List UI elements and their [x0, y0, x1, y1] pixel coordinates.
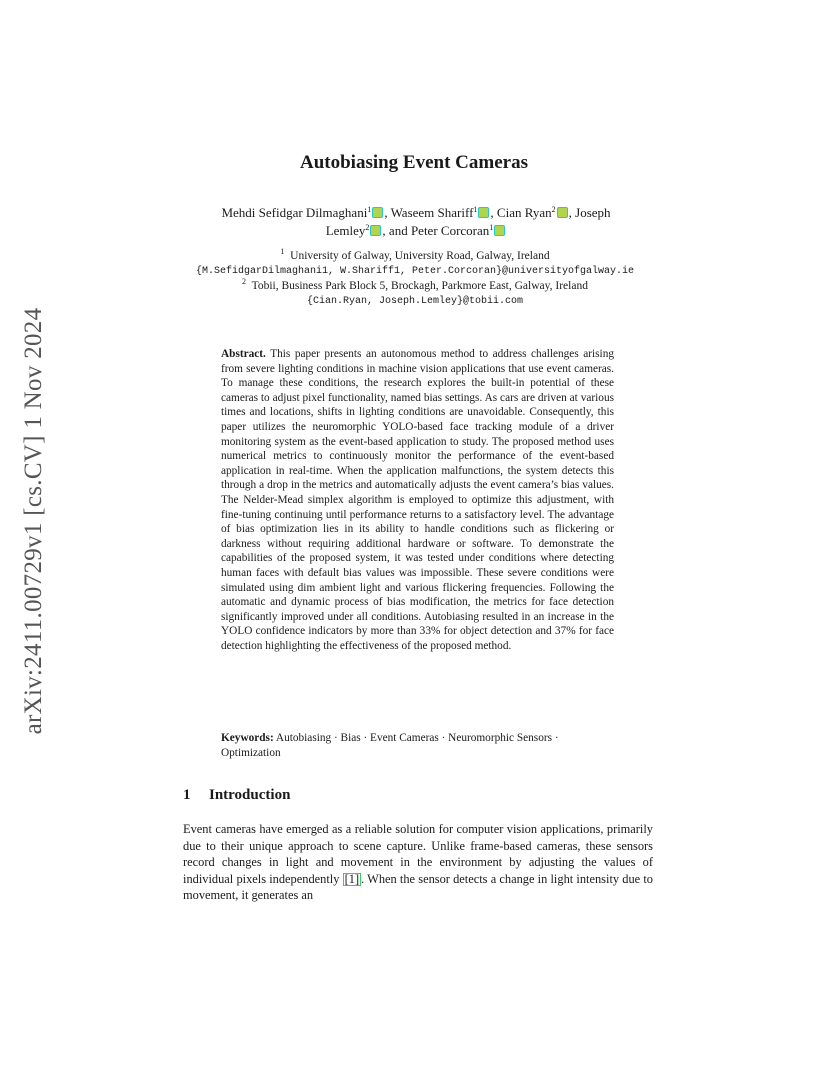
paragraph-text: . When the sensor detects a change in light intensity due to movement, it generates an	[183, 871, 653, 903]
affiliation-mark: 1	[473, 205, 478, 214]
keywords-label: Keywords:	[221, 732, 274, 744]
author-name: , Cian Ryan	[490, 205, 552, 220]
affiliation-text: University of Galway, University Road, Galway, Ireland	[290, 250, 550, 262]
affiliation-email[interactable]: {M.SefidgarDilmaghani1, W.Shariff1, Peter.Corcoran}@universityofgalway.ie	[195, 266, 635, 277]
affiliation-email[interactable]: {Cian.Ryan, Joseph.Lemley}@tobii.com	[306, 296, 524, 307]
affiliation-mark: 1	[367, 205, 372, 214]
orcid-icon[interactable]	[370, 225, 381, 236]
arxiv-identifier	[14, 286, 54, 756]
keywords	[221, 731, 614, 760]
section-number: 1	[183, 787, 191, 803]
affiliation-line	[170, 277, 660, 292]
intro-paragraph	[183, 821, 653, 904]
section-title: Introduction	[209, 787, 291, 803]
paragraph-text: Event cameras have emerged as a reliable solution for computer vision applications, primarily due to their unique approach to scene capture. Unlike frame-based cameras, these sensors record changes in light and movement in the environment by adjusting the values of individual pixels independently	[183, 822, 653, 886]
author-name: , and Peter Corcoran	[382, 223, 490, 238]
author-list	[200, 204, 632, 240]
author-name: , Joseph Lemley	[325, 205, 611, 238]
orcid-icon[interactable]	[557, 207, 568, 218]
orcid-icon[interactable]	[372, 207, 383, 218]
affiliation-mark: 1	[489, 223, 494, 232]
paper-title: Autobiasing Event Cameras	[299, 152, 528, 173]
affiliation-mark: 2	[242, 277, 247, 286]
affiliation-mark: 2	[365, 223, 370, 232]
abstract-label: Abstract.	[221, 348, 266, 360]
author-name: Mehdi Sefidgar Dilmaghani	[221, 205, 368, 220]
citation-link[interactable]: [1]	[344, 871, 360, 886]
affiliation-line	[170, 247, 660, 262]
affiliation-mark: 1	[280, 247, 285, 256]
section-heading	[183, 787, 290, 804]
orcid-icon[interactable]	[494, 225, 505, 236]
arxiv-identifier-text: arXiv:2411.00729v1 [cs.CV] 1 Nov 2024	[20, 307, 47, 735]
orcid-icon[interactable]	[478, 207, 489, 218]
abstract-text: This paper presents an autonomous method to address challenges arising from severe lighting conditions in machine vision applications that use event cameras. To manage these conditions, the research explores the built-in potential of these cameras to adjust pixel functionality, named bias settings. As cars are driven at various times and locations, shifts in lighting conditions are unavoidable. Consequently, this paper utilizes the neuromorphic YOLO-based face tracking module of a driver monitoring system as the event-based application to study. The proposed method uses numerical metrics to continuously monitor the performance of the event-based application in real-time. When the application malfunctions, the system detects this through a drop in the metrics and automatically adjusts the event camera’s bias values. The Nelder-Mead simplex algorithm is employed to optimize this adjustment, with fine-tuning continuing until performance returns to a satisfactory level. The advantage of bias optimization lies in its ability to handle conditions such as flickering or darkness without requiring additional hardware or software. To demonstrate the capabilities of the proposed system, it was tested under conditions where detecting human faces with default bias values was impossible. These severe conditions were simulated using dim ambient light and various flickering frequencies. Following the automatic and dynamic process of bias modification, the metrics for face detection significantly improved under all conditions. Autobiasing resulted in an increase in the YOLO confidence indicators by more than 33% for object detection and 37% for face detection highlighting the effectiveness of the proposed method.	[221, 348, 614, 652]
author-name: , Waseem Shariff	[384, 205, 474, 220]
affiliation-text: Tobii, Business Park Block 5, Brockagh, Parkmore East, Galway, Ireland	[251, 280, 588, 292]
abstract	[221, 347, 614, 653]
keywords-text: Autobiasing · Bias · Event Cameras · Neuromorphic Sensors · Optimization	[221, 732, 559, 759]
affiliation-mark: 2	[551, 205, 556, 214]
